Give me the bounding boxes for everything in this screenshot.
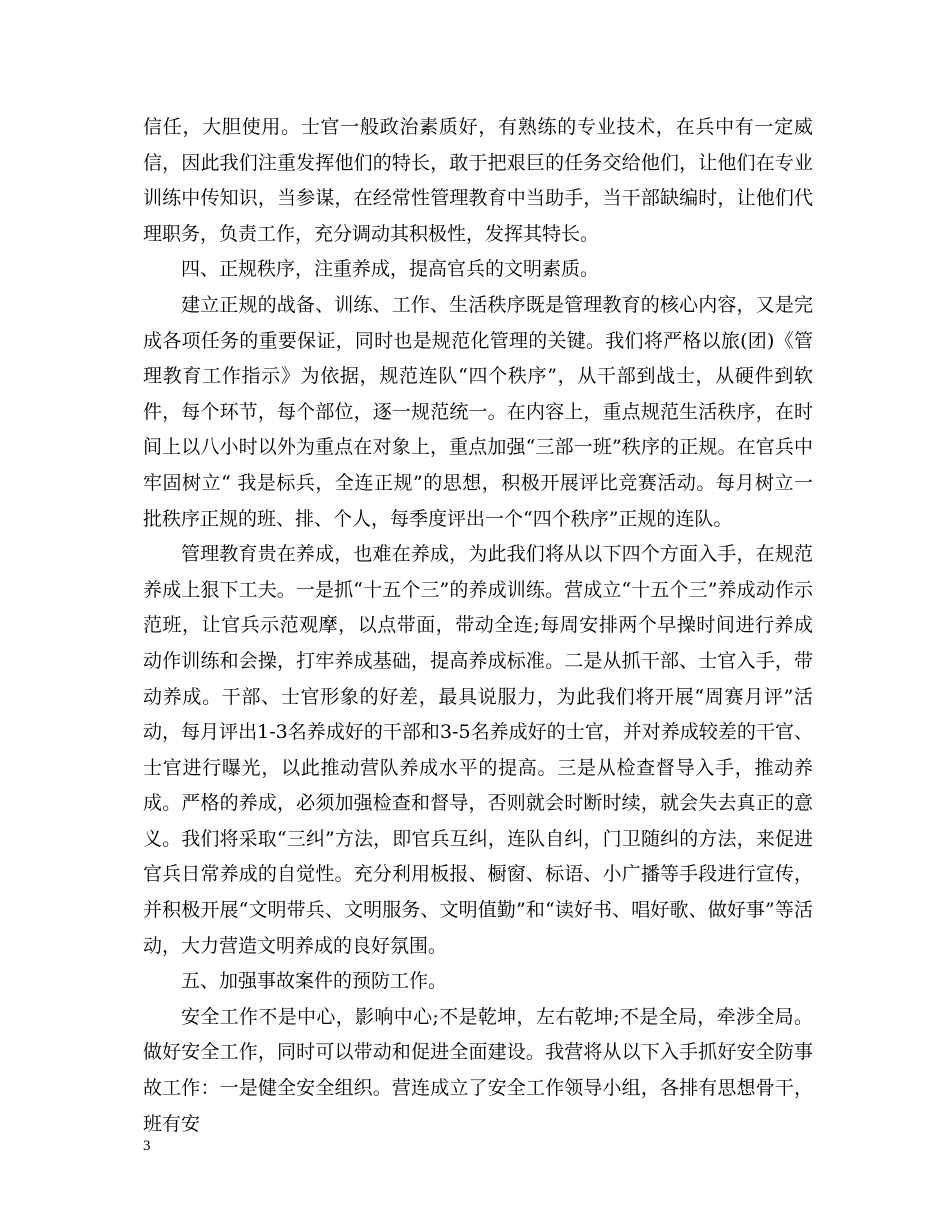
paragraph-4: 管理教育贵在养成，也难在养成，为此我们将从以下四个方面入手，在规范养成上狠下工夫。一是抓“十五个三”的养成训练。营成立“十五个三”养成动作示范班，让官兵示范观摩，以点带面，带动全连;每周安排两个早操时间进行养成动作训练和会操，打牢养成基础，提高养成标准。二是从抓干部、士官入手，带动养成。干部、士官形象的好差，最具说服力，为此我们将开展“周赛月评”活动，每月评出1-3名养成好的干部和3-5名养成好的士官，并对养成较差的干官、士官进行曝光，以此推动营队养成水平的提高。三是从检查督导入手，推动养成。严格的养成，必须加强检查和督导，否则就会时断时续，就会失去真正的意义。我们将采取“三纠”方法，即官兵互纠，连队自纠，门卫随纠的方法，来促进官兵日常养成的自觉性。充分利用板报、橱窗、标语、小广播等手段进行宣传，并积极开展“文明带兵、文明服务、文明值勤”和“读好书、唱好歌、做好事”等活动，大力营造文明养成的良好氛围。	[143, 543, 813, 957]
paragraph-6: 安全工作不是中心，影响中心;不是乾坤，左右乾坤;不是全局，牵涉全局。做好安全工作，同时可以带动和促进全面建设。我营将从以下入手抓好安全防事故工作：一是健全安全组织。营连成立了安全工作领导小组，各排有思想骨干，班有安	[143, 1005, 813, 1135]
document-body	[143, 110, 813, 1142]
section-heading-5: 五、加强事故案件的预防工作。	[181, 970, 448, 993]
page-number: 3	[143, 1138, 151, 1154]
paragraph-1: 信任，大胆使用。士官一般政治素质好，有熟练的专业技术，在兵中有一定威信，因此我们注重发挥他们的特长，敢于把艰巨的任务交给他们，让他们在专业训练中传知识，当参谋，在经常性管理教育中当助手，当干部缺编时，让他们代理职务，负责工作，充分调动其积极性，发挥其特长。	[143, 116, 813, 245]
paragraph-3: 建立正规的战备、训练、工作、生活秩序既是管理教育的核心内容，又是完成各项任务的重要保证，同时也是规范化管理的关键。我们将严格以旅(团)《管理教育工作指示》为依据，规范连队“四个秩序”，从干部到战士，从硬件到软件，每个环节，每个部位，逐一规范统一。在内容上，重点规范生活秩序，在时间上以八小时以外为重点在对象上，重点加强“三部一班”秩序的正规。在官兵中牢固树立“ 我是标兵，全连正规”的思想，积极开展评比竞赛活动。每月树立一批秩序正规的班、排、个人，每季度评出一个“四个秩序”正规的连队。	[143, 293, 813, 530]
section-heading-4: 四、正规秩序，注重养成，提高官兵的文明素质。	[181, 258, 600, 281]
